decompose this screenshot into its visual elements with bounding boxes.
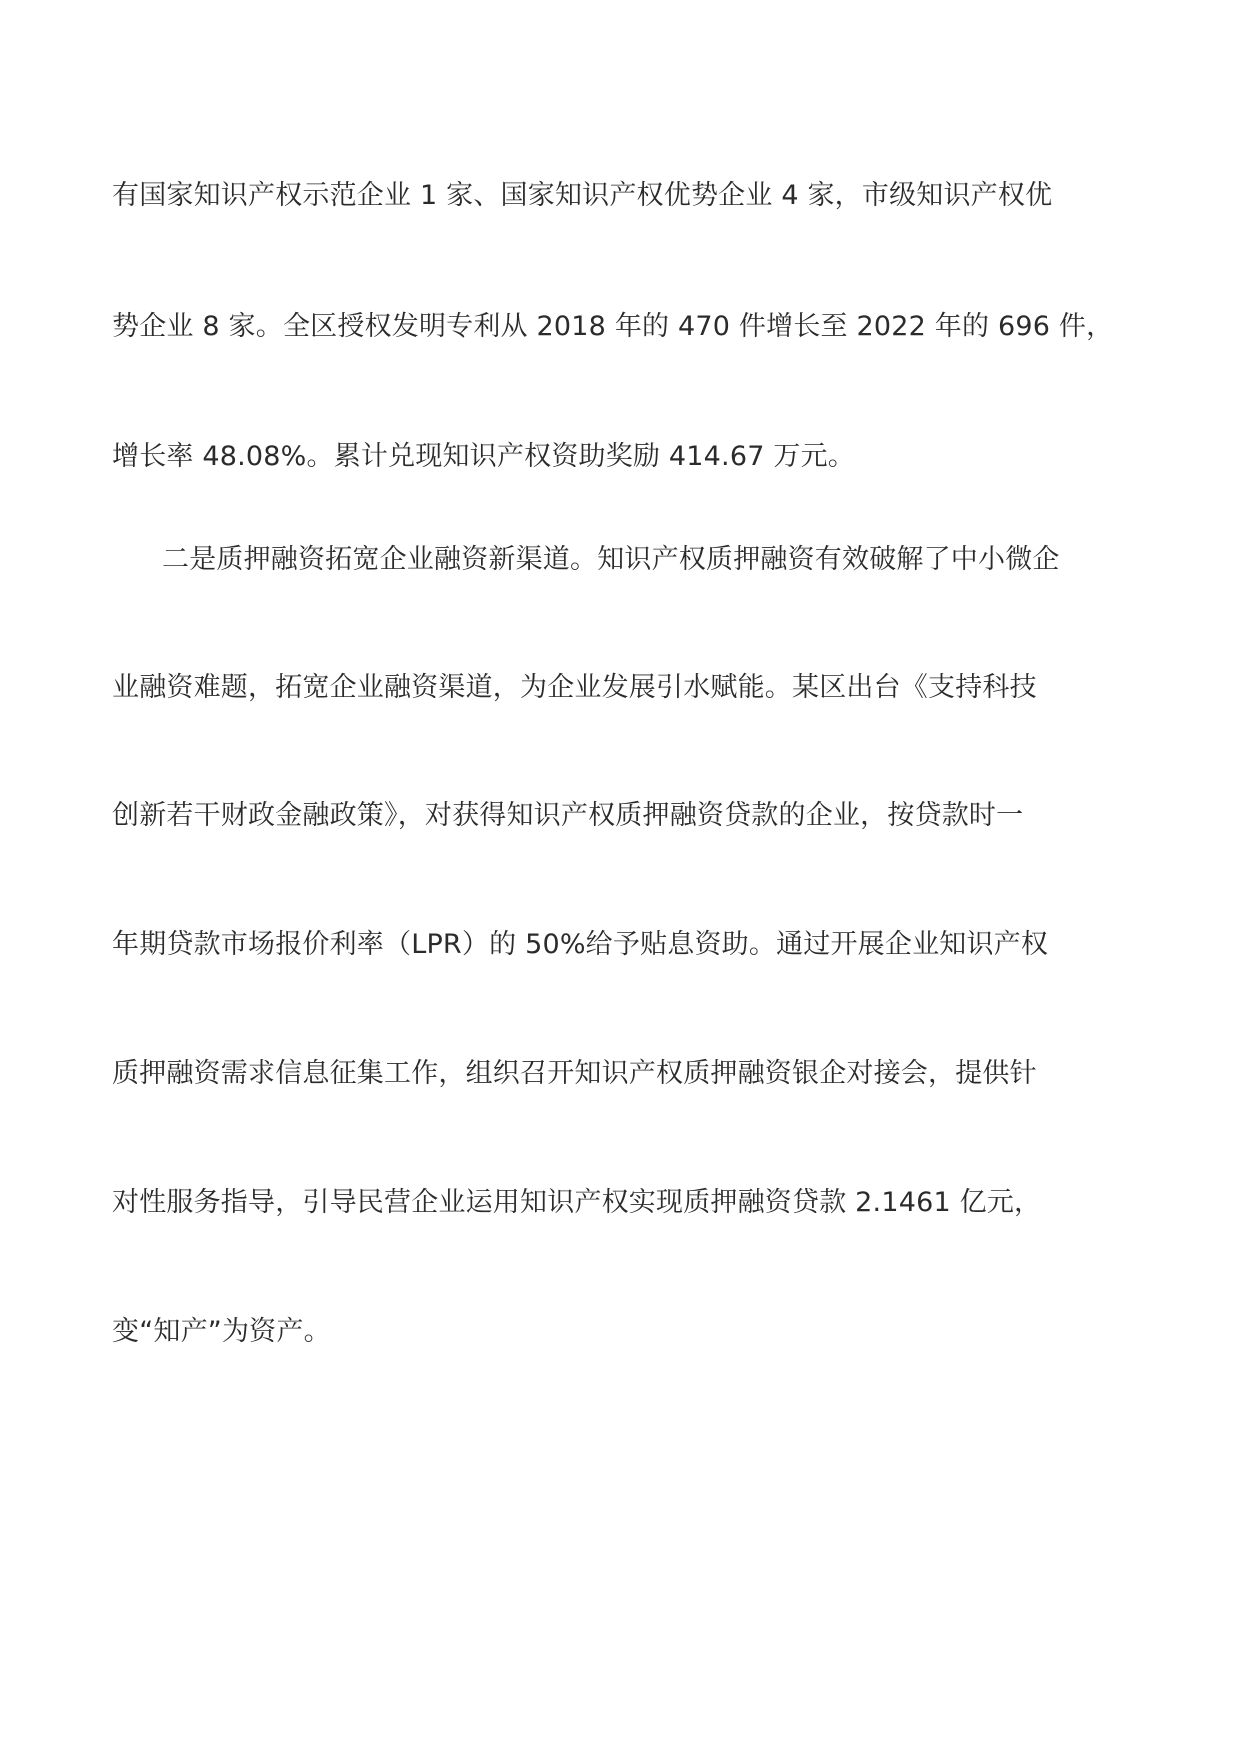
- text-line: 变“知产”为资产。: [112, 1316, 331, 1347]
- text-line: 势企业 8 家。全区授权发明专利从 2018 年的 470 件增长至 2022 年的 696 件，: [112, 311, 1114, 342]
- text-line: 有国家知识产权示范企业 1 家、国家知识产权优势企业 4 家，市级知识产权优: [112, 180, 1053, 211]
- text-line: 创新若干财政金融政策》，对获得知识产权质押融资贷款的企业，按贷款时一: [112, 800, 1024, 831]
- text-line: 质押融资需求信息征集工作，组织召开知识产权质押融资银企对接会，提供针: [112, 1058, 1037, 1089]
- text-line: 对性服务指导，引导民营企业运用知识产权实现质押融资贷款 2.1461 亿元，: [112, 1187, 1042, 1218]
- text-line: 增长率 48.08%。累计兑现知识产权资助奖励 414.67 万元。: [112, 441, 855, 472]
- text-line: 年期贷款市场报价利率（LPR）的 50%给予贴息资助。通过开展企业知识产权: [112, 929, 1049, 960]
- paragraph-first-line: 二是质押融资拓宽企业融资新渠道。知识产权质押融资有效破解了中小微企: [162, 544, 1060, 575]
- text-line: 业融资难题，拓宽企业融资渠道，为企业发展引水赋能。某区出台《支持科技: [112, 672, 1037, 703]
